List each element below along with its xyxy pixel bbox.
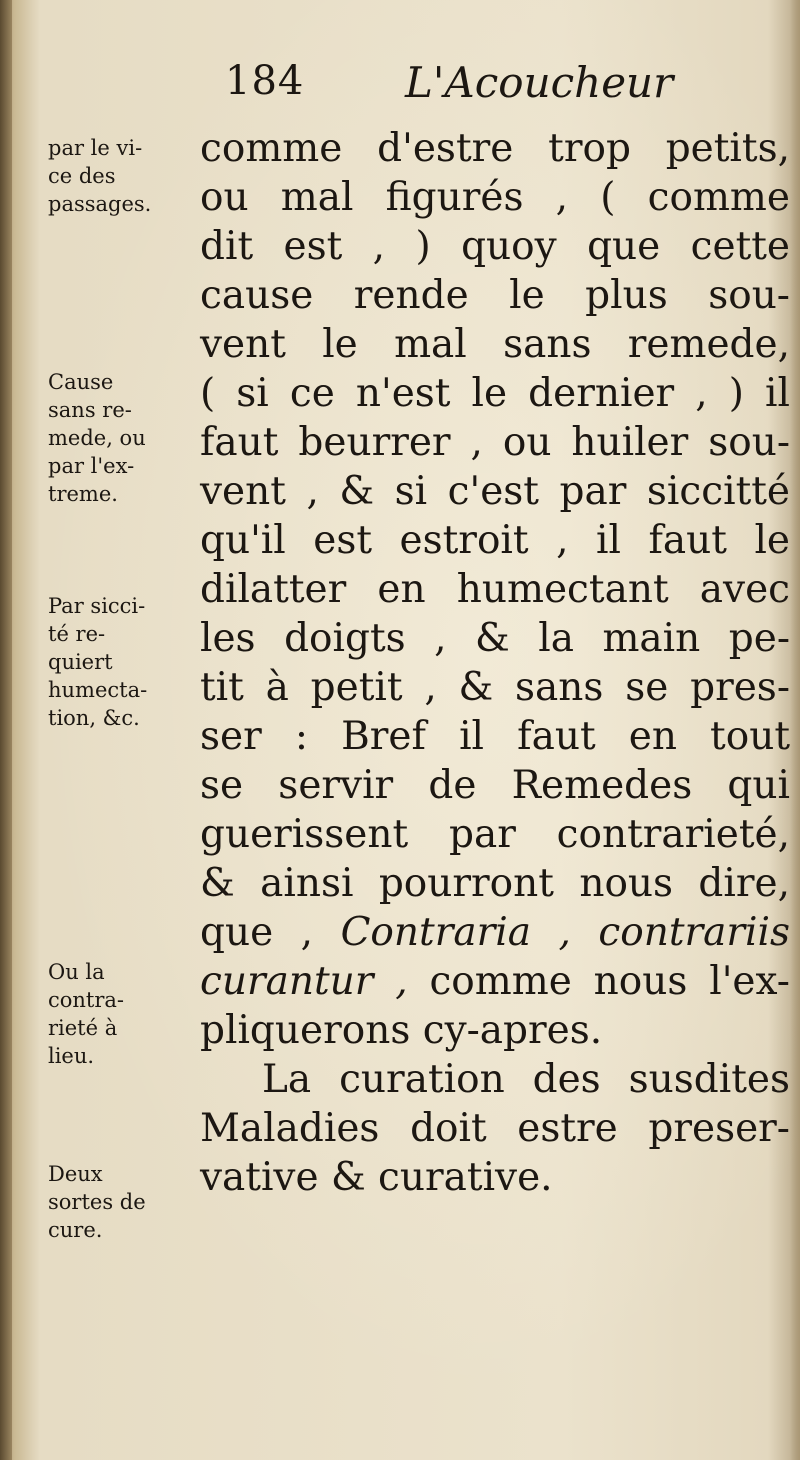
text-line: cause rende le plus sou- xyxy=(200,273,790,318)
margin-note-cure xyxy=(48,1160,208,1244)
page-gutter xyxy=(0,0,12,1460)
margin-note-line: mede, ou xyxy=(48,426,146,450)
paragraph-start-line: La curation des susdites xyxy=(262,1057,790,1102)
text-line: faut beurrer , ou huiler sou- xyxy=(200,420,790,465)
text-line: se servir de Remedes qui xyxy=(200,763,790,808)
text-line: vent , & si c'est par siccitté xyxy=(200,469,790,514)
margin-note-line: rieté à xyxy=(48,1016,118,1040)
text-line: ser : Bref il faut en tout xyxy=(200,714,790,759)
margin-note-cause xyxy=(48,368,208,508)
margin-note-line: passages. xyxy=(48,192,152,216)
margin-note-siccite xyxy=(48,592,208,732)
text-line-latin xyxy=(200,957,790,1006)
margin-note-line: treme. xyxy=(48,482,118,506)
latin-phrase: curantur , xyxy=(200,959,430,1004)
page-header xyxy=(225,58,745,118)
text-line: qu'il est estroit , il faut le xyxy=(200,518,790,563)
text-line: ou mal figurés , ( comme xyxy=(200,175,790,220)
running-title: L'Acoucheur xyxy=(405,58,674,107)
margin-note-line: cure. xyxy=(48,1218,103,1242)
text-line: guerissent par contrarieté, xyxy=(200,812,790,857)
text-line: les doigts , & la main pe- xyxy=(200,616,790,661)
margin-note-line: té re- xyxy=(48,622,106,646)
margin-note-line: contra- xyxy=(48,988,125,1012)
text-line: & ainsi pourront nous dire, xyxy=(200,861,790,906)
text-line: ( si ce n'est le dernier , ) il xyxy=(200,371,790,416)
text-line: pliquerons cy-apres. xyxy=(200,1008,603,1053)
text-line: vent le mal sans remede, xyxy=(200,322,790,367)
page-number: 184 xyxy=(225,58,305,104)
text-line-latin xyxy=(200,908,790,957)
latin-phrase: Contraria , contrariis xyxy=(340,910,790,955)
margin-note-line: tion, &c. xyxy=(48,706,140,730)
margin-note-line: quiert xyxy=(48,650,113,674)
margin-note-line: Deux xyxy=(48,1162,103,1186)
text-line: comme d'estre trop petits, xyxy=(200,126,790,171)
margin-notes xyxy=(48,0,208,1460)
margin-note-line: Ou la xyxy=(48,960,105,984)
margin-note-passages xyxy=(48,134,208,218)
text-line: dit est , ) quoy que cette xyxy=(200,224,790,269)
text-line: Maladies doit estre preser- xyxy=(200,1106,790,1151)
margin-note-line: sans re- xyxy=(48,398,132,422)
margin-note-line: humecta- xyxy=(48,678,148,702)
text-line: dilatter en humectant avec xyxy=(200,567,790,612)
margin-note-contrariete xyxy=(48,958,208,1070)
margin-note-line: Par sicci- xyxy=(48,594,146,618)
page-edge xyxy=(790,0,800,1460)
margin-note-line: sortes de xyxy=(48,1190,146,1214)
margin-note-line: ce des xyxy=(48,164,116,188)
body-text xyxy=(200,124,790,1202)
margin-note-line: lieu. xyxy=(48,1044,95,1068)
margin-note-line: Cause xyxy=(48,370,114,394)
text-segment: comme nous l'ex- xyxy=(429,959,790,1004)
margin-note-line: par l'ex- xyxy=(48,454,135,478)
text-line: vative & curative. xyxy=(200,1155,553,1200)
margin-note-line: par le vi- xyxy=(48,136,143,160)
text-segment: que , xyxy=(200,910,341,955)
text-line: tit à petit , & sans se pres- xyxy=(200,665,790,710)
